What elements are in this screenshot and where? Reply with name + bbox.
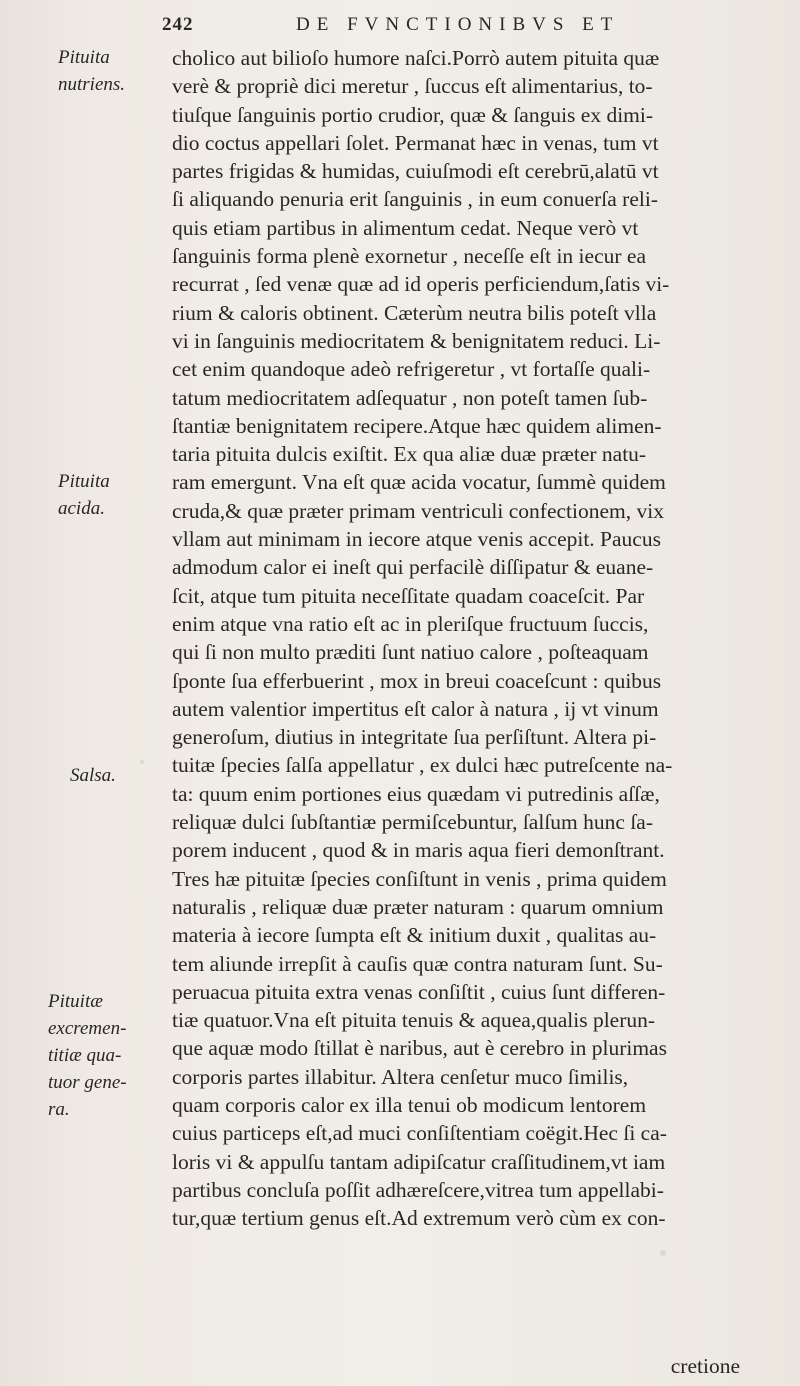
margin-note-line: nutriens. — [58, 74, 126, 95]
margin-note-pituita-acida — [58, 468, 168, 522]
margin-note-line: acida. — [58, 498, 105, 519]
text-line: tiuſque ſanguinis portio crudior, quæ & ſanguis ex dimi- — [172, 102, 654, 127]
text-line: taria pituita dulcis exiſtit. Ex qua aliæ duæ præter natu- — [172, 442, 647, 467]
text-line: dio coctus appellari ſolet. Permanat hæc in venas, tum vt — [172, 130, 659, 155]
margin-note-line: Pituita — [58, 471, 110, 492]
margin-note-line: Pituitæ — [48, 991, 103, 1012]
body-text — [172, 44, 784, 1232]
text-line: ram emergunt. Vna eſt quæ acida vocatur, ſummè quidem — [172, 470, 666, 495]
ink-speck — [140, 760, 144, 764]
page-number: 242 — [162, 14, 194, 35]
text-line: generoſum, diutius in integritate ſua perſiſtunt. Altera pi- — [172, 725, 657, 750]
margin-note-line: ra. — [48, 1099, 70, 1120]
margin-note-line: Salsa. — [70, 765, 116, 786]
margin-note-line: tuor gene- — [48, 1072, 127, 1093]
text-line: ſanguinis forma plenè exornetur , neceſſe eſt in iecur ea — [172, 244, 646, 269]
margin-note-salsa — [70, 762, 180, 789]
margin-note-pituita-nutriens — [58, 44, 168, 98]
text-line: tuitæ ſpecies ſalſa appellatur , ex dulci hæc putreſcente na- — [172, 753, 673, 778]
text-line: vi in ſanguinis mediocritatem & benignitatem reduci. Li- — [172, 328, 661, 353]
text-line: enim atque vna ratio eſt ac in pleriſque fructuum ſuccis, — [172, 611, 649, 636]
text-line: rium & caloris obtinent. Cæterùm neutra bilis poteſt vlla — [172, 300, 657, 325]
text-line: qui ſi non multo præditi ſunt natiuo calore , poſteaquam — [172, 640, 649, 665]
margin-notes — [0, 0, 170, 1386]
text-line: recurrat , ſed venæ quæ ad id operis perficiendum,ſatis vi- — [172, 272, 670, 297]
text-line: ta: quum enim portiones eius quædam vi putredinis aſſæ, — [172, 781, 660, 806]
text-line: porem inducent , quod & in maris aqua fieri demonſtrant. — [172, 838, 665, 863]
text-line: ſponte ſua efferbuerint , mox in breui coaceſcunt : quibus — [172, 668, 662, 693]
text-line: tur,quæ tertium genus eſt.Ad extremum verò cùm ex con- — [172, 1206, 666, 1231]
margin-note-line: excremen- — [48, 1018, 127, 1039]
margin-note-pituitae-excrementitiae — [48, 988, 158, 1123]
text-line: corporis partes illabitur. Altera cenſetur muco ſimilis, — [172, 1064, 629, 1089]
text-line: ſi aliquando penuria erit ſanguinis , in eum conuerſa reli- — [172, 187, 658, 212]
text-line: loris vi & appulſu tantam adipiſcatur craſſitudinem,vt iam — [172, 1149, 666, 1174]
text-line: peruacua pituita extra venas conſiſtit , cuius ſunt differen- — [172, 979, 666, 1004]
text-line: autem valentior impertitus eſt calor à natura , ij vt vinum — [172, 696, 659, 721]
text-line: partibus concluſa poſſit adhæreſcere,vitrea tum appellabi- — [172, 1177, 664, 1202]
running-title: DE FVNCTIONIBVS ET — [296, 14, 620, 35]
ink-speck — [660, 1250, 666, 1256]
text-line: cet enim quandoque adeò refrigeretur , vt fortaſſe quali- — [172, 357, 651, 382]
text-line: tiæ quatuor.Vna eſt pituita tenuis & aquea,qualis plerun- — [172, 1008, 656, 1033]
text-line: partes frigidas & humidas, cuiuſmodi eſt cerebrū,alatū vt — [172, 159, 659, 184]
margin-note-line: Pituita — [58, 47, 110, 68]
margin-note-line: titiæ qua- — [48, 1045, 122, 1066]
text-line: quam corporis calor ex illa tenui ob modicum lentorem — [172, 1092, 647, 1117]
text-line: ſtantiæ benignitatem recipere.Atque hæc quidem alimen- — [172, 413, 662, 438]
text-line: cuius particeps eſt,ad muci conſiſtentiam coëgit.Hec ſi ca- — [172, 1121, 667, 1146]
text-line: cruda,& quæ præter primam ventriculi confectionem, vix — [172, 498, 664, 523]
text-line: naturalis , reliquæ duæ præter naturam : quarum omnium — [172, 894, 664, 919]
catchword: cretione — [670, 1354, 740, 1378]
text-line: Tres hæ pituitæ ſpecies conſiſtunt in venis , prima quidem — [172, 866, 667, 891]
text-line: admodum calor ei ineſt qui perfacilè diſſipatur & euane- — [172, 555, 654, 580]
text-line: que aquæ modo ſtillat è naribus, aut è cerebro in plurimas — [172, 1036, 667, 1061]
text-line: verè & propriè dici meretur , ſuccus eſt alimentarius, to- — [172, 74, 653, 99]
text-line: ſcit, atque tum pituita neceſſitate quadam coaceſcit. Par — [172, 583, 645, 608]
text-line: cholico aut bilioſo humore naſci.Porrò autem pituita quæ — [172, 46, 660, 70]
text-line: tatum mediocritatem adſequatur , non poteſt tamen ſub- — [172, 385, 648, 410]
text-line: materia à iecore ſumpta eſt & initium duxit , qualitas au- — [172, 923, 657, 948]
text-line: tem aliunde irrepſit à cauſis quæ contra naturam ſunt. Su- — [172, 951, 663, 976]
text-line: reliquæ dulci ſubſtantiæ permiſcebuntur, ſalſum hunc ſa- — [172, 810, 653, 835]
text-line: quis etiam partibus in alimentum cedat. Neque verò vt — [172, 215, 639, 240]
text-line: vllam aut minimam in iecore atque venis accepit. Paucus — [172, 527, 661, 552]
